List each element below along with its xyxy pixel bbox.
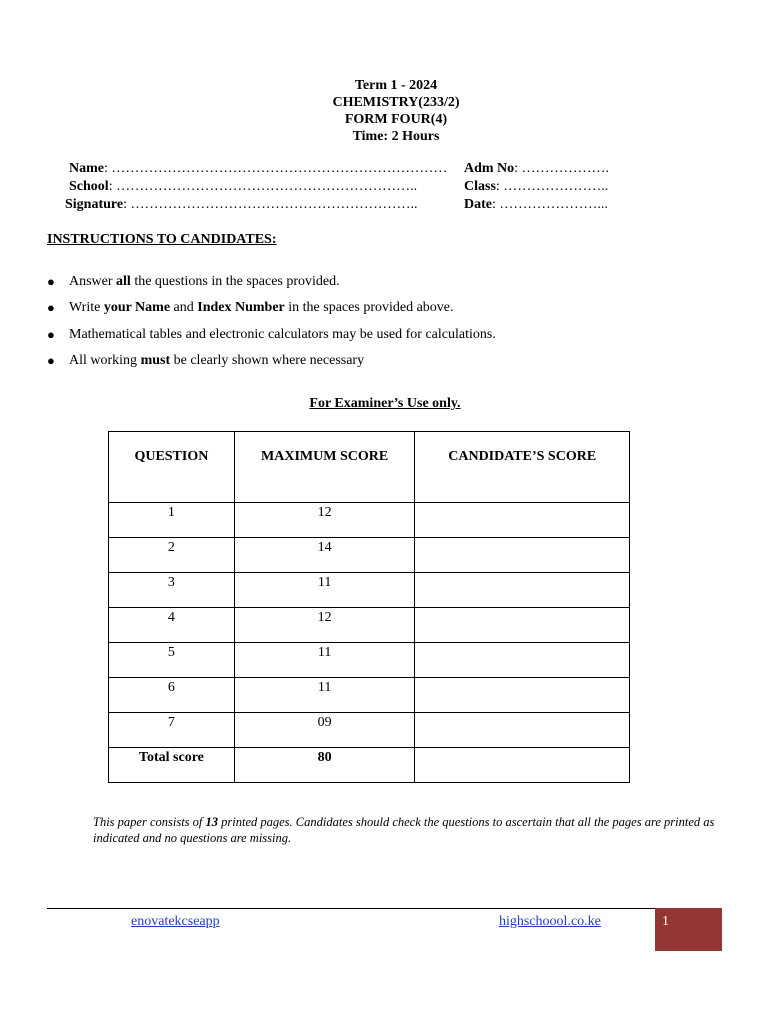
- candidate-score-cell[interactable]: [415, 538, 630, 573]
- instruction-text: in the spaces provided above.: [284, 300, 454, 316]
- question-cell: 7: [109, 713, 235, 748]
- question-cell: 4: [109, 608, 235, 643]
- instruction-text: Write: [69, 300, 104, 316]
- bullet-icon: ●: [47, 326, 55, 342]
- school-label: School: [69, 179, 109, 194]
- note-text: printed pages. Candidates should check the questions to ascertain that all the pages are printed as indicated and no questions are missing.: [93, 815, 715, 845]
- candidate-score-cell[interactable]: [415, 678, 630, 713]
- instruction-bold: must: [140, 352, 171, 368]
- footer-divider: [47, 908, 655, 909]
- name-field[interactable]: [69, 160, 447, 178]
- max-score-cell: 12: [234, 503, 415, 538]
- class-label: Class: [464, 179, 496, 194]
- total-label-cell: Total score: [109, 748, 235, 783]
- footer-link-enovatekcseapp[interactable]: enovatekcseapp: [131, 914, 220, 929]
- column-header-candidate-score: CANDIDATE’S SCORE: [415, 432, 630, 503]
- signature-field[interactable]: [65, 196, 417, 214]
- bullet-icon: ●: [47, 300, 55, 316]
- bullet-icon: ●: [47, 274, 55, 289]
- max-score-cell: 09: [234, 713, 415, 748]
- date-label: Date: [464, 197, 492, 212]
- time-line: Time: 2 Hours: [352, 129, 440, 144]
- table-row: [109, 503, 630, 538]
- max-score-cell: 14: [234, 538, 415, 573]
- instructions-title: INSTRUCTIONS TO CANDIDATES:: [47, 232, 277, 247]
- instruction-item: [47, 327, 496, 353]
- instruction-bold: Index Number: [197, 300, 285, 316]
- instruction-bold: your Name: [103, 300, 171, 316]
- adm-no-dots: : ……………….: [514, 161, 610, 176]
- class-field[interactable]: [464, 178, 608, 196]
- class-dots: : …………………..: [495, 179, 609, 194]
- name-dots: : ………………………………………………………………: [104, 161, 448, 176]
- instruction-item: [47, 274, 496, 300]
- max-score-cell: 11: [234, 678, 415, 713]
- candidate-score-cell[interactable]: [415, 713, 630, 748]
- instructions-list: [47, 274, 496, 379]
- instruction-bold: all: [116, 274, 131, 289]
- question-cell: 3: [109, 573, 235, 608]
- name-label: Name: [69, 161, 104, 176]
- max-score-cell: 11: [234, 643, 415, 678]
- note-text: This paper consists of: [93, 815, 206, 829]
- table-row: [109, 678, 630, 713]
- total-candidate-score-cell[interactable]: [415, 748, 630, 783]
- total-value-cell: 80: [234, 748, 415, 783]
- max-score-cell: 11: [234, 573, 415, 608]
- column-header-max-score: MAXIMUM SCORE: [234, 432, 415, 503]
- total-row: [109, 748, 630, 783]
- question-cell: 2: [109, 538, 235, 573]
- instruction-item: [47, 353, 496, 379]
- page-number: 1: [662, 914, 669, 929]
- examiner-title: For Examiner’s Use only.: [309, 396, 461, 411]
- page-number-box: [655, 908, 722, 951]
- adm-no-field[interactable]: [464, 160, 609, 178]
- school-field[interactable]: [69, 178, 417, 196]
- date-field[interactable]: [464, 196, 608, 214]
- term-line: Term 1 - 2024: [354, 78, 438, 93]
- question-cell: 1: [109, 503, 235, 538]
- instruction-text: the questions in the spaces provided.: [130, 274, 340, 289]
- table-row: [109, 643, 630, 678]
- adm-no-label: Adm No: [464, 161, 515, 176]
- instruction-item: [47, 300, 496, 326]
- max-score-cell: 12: [234, 608, 415, 643]
- candidate-score-cell[interactable]: [415, 573, 630, 608]
- date-dots: : …………………...: [492, 197, 608, 212]
- candidate-score-cell[interactable]: [415, 503, 630, 538]
- instruction-text: and: [170, 300, 198, 316]
- candidate-score-cell[interactable]: [415, 643, 630, 678]
- table-row: [109, 608, 630, 643]
- page-count: 13: [205, 815, 219, 829]
- bullet-icon: ●: [47, 352, 55, 368]
- instruction-text: be clearly shown where necessary: [170, 352, 365, 368]
- table-row: [109, 713, 630, 748]
- column-header-question: QUESTION: [109, 432, 235, 503]
- subject-line: CHEMISTRY(233/2): [332, 95, 460, 110]
- signature-dots: : ……………………………………………………..: [123, 197, 418, 212]
- table-row: [109, 538, 630, 573]
- question-cell: 5: [109, 643, 235, 678]
- instruction-text: Answer: [69, 274, 117, 289]
- exam-header: [0, 77, 768, 145]
- candidate-score-cell[interactable]: [415, 608, 630, 643]
- footer-link-highschool[interactable]: highschoool.co.ke: [499, 914, 601, 929]
- table-header-row: [109, 432, 630, 503]
- instruction-text: All working: [69, 352, 141, 368]
- pages-note: [93, 814, 733, 846]
- school-dots: : ………………………………………………………..: [108, 179, 418, 194]
- signature-label: Signature: [65, 197, 124, 212]
- table-row: [109, 573, 630, 608]
- form-line: FORM FOUR(4): [344, 112, 448, 127]
- question-cell: 6: [109, 678, 235, 713]
- score-table: [108, 431, 630, 783]
- instruction-text: Mathematical tables and electronic calculators may be used for calculations.: [69, 326, 496, 342]
